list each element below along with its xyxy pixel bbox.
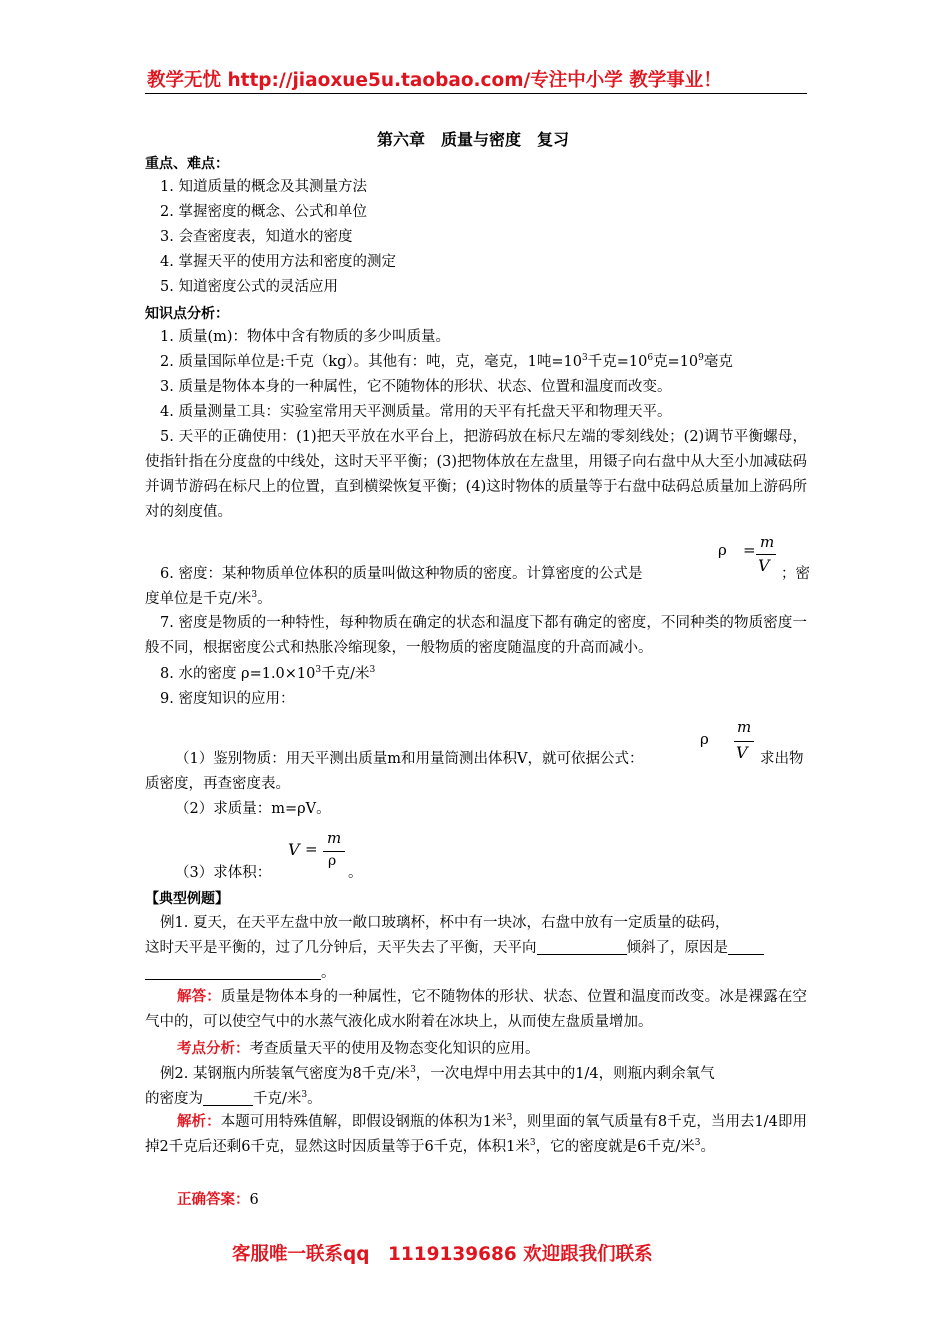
formula-numerator: m bbox=[327, 829, 342, 847]
answer-blank[interactable] bbox=[537, 940, 627, 955]
header-banner: 教学无忧 http://jiaoxue5u.taobao.com/专注中小学 教学事业！ bbox=[147, 70, 722, 91]
example-2-correct-answer: 正确答案：6 bbox=[177, 1192, 259, 1208]
analysis-item-6-tail: ；密 bbox=[781, 566, 810, 582]
example-1-answer: 解答：质量是物体本身的一种属性，它不随物体的形状、状态、位置和温度而改变。冰是裸露在空气中的，可以使空气中的水蒸气液化成水附着在冰块上，从而使左盘质量增加。 bbox=[145, 989, 808, 1030]
key-point-item: 2. 掌握密度的概念、公式和单位 bbox=[160, 204, 367, 220]
formula-fraction-bar bbox=[756, 554, 776, 555]
application-identify-cont: 质密度，再查密度表。 bbox=[145, 776, 290, 792]
formula-rho: ρ bbox=[700, 730, 709, 748]
page-title: 第六章 质量与密度 复习 bbox=[377, 130, 570, 149]
analysis-item-6-unit: 度单位是千克/米$^3$。 bbox=[145, 590, 272, 607]
analysis-item-2: 2. 质量国际单位是:千克（kg）。其他有：吨，克，毫克，1吨$=10^3$千克$=10^6$克$=10^9$毫克 bbox=[160, 353, 733, 370]
answer-blank[interactable] bbox=[145, 965, 321, 980]
analysis-item-9: 9. 密度知识的应用： bbox=[160, 691, 295, 707]
application-mass: （2）求质量：m=ρV。 bbox=[175, 801, 331, 817]
analysis-item-5: 5. 天平的正确使用：(1)把天平放在水平台上，把游码放在标尺左端的零刻线处；(2)调节平衡螺母，使指针指在分度盘的中线处，这时天平平衡；(3)把物体放在左盘里，用镊子向右盘中从大至小加减砝码并调节游码在标尺上的位置，直到横梁恢复平衡；(4)这时物体的质量等于右盘中砝码总质量加上游码所对的刻度值。 bbox=[145, 429, 807, 520]
application-volume-tail: 。 bbox=[348, 865, 363, 881]
example-1-line-2: 这时天平是平衡的，过了几分钟后，天平失去了平衡，天平向 倾斜了，原因是 bbox=[145, 938, 764, 958]
formula-rho: ρ bbox=[718, 541, 727, 559]
formula-equals: = bbox=[743, 541, 756, 559]
analysis-item-7: 7. 密度是物质的一种特性，每种物质在确定的状态和温度下都有确定的密度，不同种类的物质密度一般不同，根据密度公式和热胀冷缩现象，一般物质的密度随温度的升高而减小。 bbox=[145, 615, 807, 656]
example-1-line-1: 例1. 夏天，在天平左盘中放一敞口玻璃杯，杯中有一块冰，右盘中放有一定质量的砝码， bbox=[160, 915, 730, 931]
formula-denominator: V bbox=[736, 743, 748, 762]
example-2-line-1: 例2. 某钢瓶内所装氧气密度为8千克/米$^3$，一次电焊中用去其中的1/4，则瓶内剩余氧气 bbox=[160, 1065, 715, 1082]
formula-numerator: m bbox=[760, 533, 775, 551]
analysis-item-8: 8. 水的密度 $\rho=1.0\times 10^3$千克/米$^3$ bbox=[160, 665, 376, 682]
formula-denominator: ρ bbox=[328, 853, 337, 869]
answer-blank[interactable] bbox=[728, 940, 764, 955]
example-2-line-2: 的密度为 千克/米$^3$。 bbox=[145, 1090, 322, 1107]
application-identify-tail: 求出物 bbox=[760, 751, 804, 767]
analysis-item-1: 1. 质量(m)：物体中含有物质的多少叫质量。 bbox=[160, 329, 451, 345]
application-volume: （3）求体积： bbox=[175, 865, 272, 881]
key-point-item: 5. 知道密度公式的灵活应用 bbox=[160, 279, 338, 295]
example-1-line-3: 。 bbox=[145, 963, 336, 983]
key-points-heading: 重点、难点： bbox=[145, 156, 229, 172]
formula-volume-v: V bbox=[288, 840, 300, 859]
examples-heading: 【典型例题】 bbox=[145, 891, 229, 907]
analysis-item-6: 6. 密度：某种物质单位体积的质量叫做这种物质的密度。计算密度的公式是 bbox=[160, 566, 643, 582]
analysis-item-3: 3. 质量是物体本身的一种属性，它不随物体的形状、状态、位置和温度而改变。 bbox=[160, 379, 672, 395]
formula-fraction-bar bbox=[323, 851, 345, 852]
example-2-analysis: 解析：本题可用特殊值解，即假设钢瓶的体积为1米$^3$，则里面的氧气质量有8千克，当用去1/4即用掉2千克后还剩6千克，显然这时因质量等于6千克，体积1米$^3$，它的密度就是6千克/米$^3$。 bbox=[145, 1113, 808, 1155]
formula-equals: = bbox=[305, 840, 318, 858]
key-point-item: 1. 知道质量的概念及其测量方法 bbox=[160, 179, 367, 195]
formula-numerator: m bbox=[737, 718, 752, 736]
analysis-item-4: 4. 质量测量工具：实验室常用天平测质量。常用的天平有托盘天平和物理天平。 bbox=[160, 404, 672, 420]
footer-contact: 客服唯一联系qq 1119139686 欢迎跟我们联系 bbox=[232, 1244, 653, 1265]
formula-denominator: V bbox=[758, 556, 770, 575]
example-1-keypoint: 考点分析：考查质量天平的使用及物态变化知识的应用。 bbox=[177, 1041, 540, 1057]
application-identify: （1）鉴别物质：用天平测出质量m和用量筒测出体积V，就可依据公式： bbox=[175, 751, 644, 767]
key-point-item: 3. 会查密度表，知道水的密度 bbox=[160, 229, 353, 245]
header-rule bbox=[145, 93, 807, 94]
key-point-item: 4. 掌握天平的使用方法和密度的测定 bbox=[160, 254, 396, 270]
answer-blank[interactable] bbox=[203, 1091, 253, 1106]
analysis-heading: 知识点分析： bbox=[145, 306, 229, 322]
formula-fraction-bar bbox=[734, 741, 754, 742]
